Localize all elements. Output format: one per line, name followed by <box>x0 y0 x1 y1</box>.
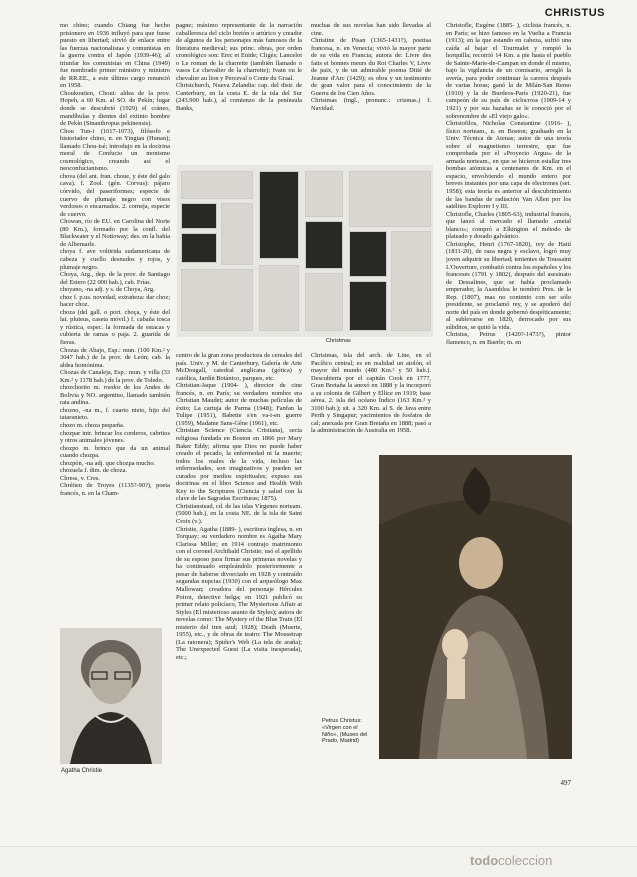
petrus-christus-painting-image <box>379 455 572 759</box>
column-2-top-paragraph: pagne; máximo representante de la narración caballeresca del ciclo bretón o artúrico y creador de algunos de los personajes más famosos de la literatura medieval; sus princ. obras, por orden cronológico son: Erec et Enide; Cligès; Lancelot o Le roman de la charrette (también llamado o vasos Le chevalier de la charrette); Ivain ou le chevalier au lion y Perceval o Conte du Graal. Christchurch, Nueva Zelandia: cap. del distr. de Canterbury, en la costa E. de la isla del Sur (243.900 hab.), al comienzo de la península Banks, <box>176 22 302 113</box>
mosaic-tile <box>349 171 431 227</box>
mosaic-tile <box>305 221 343 269</box>
mosaic-tile <box>305 273 343 331</box>
mosaic-tile <box>349 231 387 277</box>
agatha-christie-portrait-image <box>60 628 162 764</box>
column-1-paragraph: mo chino; cuando Chiang fue hecho prisionero en 1936 influyó para que fuese puesto en libertad; sirvió de enlace entre las fuerzas nacionalistas y comunistas en la guerra contra el Japón (1939-46); al triunfar los comunistas en China (1949) fue nombrado primer ministro y ministro de RR.EE., a este último cargo renunció en 1958. Choukoutien, Choui: aldea de la prov. Hopeh, a 60 Km. al SO. de Pekín; lugar donde se descubrió (1929) el cráneo, mandíbulas y dientes del extinto hombre de Pekín (Sinanthropus pekinensis). Chou Tun-i (1017-1073), filósofo e historiador chino, n. en Yingtau (Hunan); llamado Chou-tsé; introdujo en la doctrina moral de Confucio un monismo cosmológico, creando así el neoconfucianismo. chova (del ant. fran. choue, y éste del galo cava). f. Zool. (gén. Corvus): pájaro córvido, del paseriformes; especie de cuervo de plumaje negro con visos verdosos o encarnados. 2. corneja, especie de cuervo. Chowan, río de EU. en Carolina del Norte (80 Km.), formado por la confl. del Blackwater y el Nottoway; des. en la bahía de Albemarle. choya f. ave voltirida sudamericana de cabeza y cuello desnudos y rojos, y plumaje negro. Choya, Arg., dep. de la prov. de Santiago del Estero (22 000 hab.), cab. Frías. choyano, -na adj. y s. de Choya, Arg. choz f. p.us. novedad, extrañeza: dar choz; hacer choz. choza (del gall. o port. choça, y éste del lat. pluteus, caseta móvil.) f. cabaña tosca y rústica, espec. la formada de estacas y cubierta de ramas o paja. 2. guarida de fieras. Chozas de Abajo, Esp.: mun. (100 Km.² y 3047 hab.) de la prov. de León; cab. la aldea homónima. Chozas de Canaleja, Esp.: mun. y villa (33 Km.² y 1178 hab.) de la prov. de Toledo. chozchorito m. roedor de los Andes de Bolivia y NO. argentino, llamado también rata andina. chozno, -na m., f. cuarto nieto, hijo del tataranieto. chozo m. choza pequeña. chozpar intr. brincar los corderos, cabritos y otros animales jóvenes. chozpo m. brinco que da un animal cuando chozpa. chozpón, -na adj. que chozpa mucho. chozuela f. dim. de choza. Chress, v. Cres. Chrétien de Troyes (1135?-90?), poeta francés, n. en la Cham- <box>60 22 170 497</box>
watermark-rest: coleccion <box>498 853 553 868</box>
column-4-paragraph: Christofle, Eugène (1885- ), ciclista francés, n. en París; se hizo famoso en la Vuelta a Francia (1913); en la que estando en cabeza, sufrió una caída al bajar el Tourmalet y rompió la horquilla; recorrió 14 Km. a pie hasta el pueblo de Sainte-Marie-de-Campan en donde él mismo, bajo la vigilancia de un comisario, arregló la avería, para poder continuar la carrera después de varias horas; ganó la de Milán-San Remo (1910) y la de Burdeos-París (1920-21), fue campeón de su país de ciclocross (1909-14 y 1921) y por sus hazañas se le conoció por el sobrenombre de «El viejo galo». Christofilos, Nicholas Constantine (1916- ), físico norteam., n. en Boston; graduado en la Univ. Técnica de Atenas; autor de una teoría sobre el magnetismo terrestre, que fue comprobada por el «Proyecto Argus» de la armada norteam., en que se hicieron estallar tres bombas atómicas a centenares de Km. en el espacio, envolviendo el mundo entero por breves instantes por una capa de electrones (set. 1958); esta teoría es anterior al descubrimiento de las bandas de radiación Van Allen por los satélites Explorer I y III. Christofle, Charles (1805-63), industrial francés, que lanzó al mercado el llamado «metal blanco»; compró a Elkington el método de plateado y dorado galvánico. Christophe, Henri (1767-1820), rey de Haití (1811-20), de raza negra y esclavo, logró muy joven adquirir su libertad; tenientes de Toussaint L'Ouverture, combatió contra los españoles y los franceses (1791 y 1802), después del asesinato de Dessalines, que se había proclamado emperador, la Asamblea lo nombró Pres. de la Rep. (1807), mas no contento con ser sólo presidente, se proclamó rey, y se apoderó del norte del país en donde gobernó despóticamente; al sublevarse en 1820, derrocado por sus súbditos, se quitó la vida. Christus, Petrus (1420?-1473?), pintor flamenco, n. en Baerle; m. en <box>446 22 571 346</box>
column-2-top-text <box>176 22 302 164</box>
portrait-illustration <box>60 628 162 764</box>
mosaic-tile <box>349 281 387 331</box>
watermark-logo <box>470 853 552 868</box>
mosaic-tile <box>181 171 253 199</box>
column-3-top-paragraph: muchas de sus novelas han sido llevadas al cine. Christine de Pisan (1365-1431?), poetisa francesa, n. en Venecia; vivió la mayor parte de su vida en Francia; autora de: Livre des faits et bonnes meurs du Roi Charles V, Livre de paix, y de un admirable poema Ditié de Jeanne d'Arc (1429); es obra y un testimonio de gran valor para el conocimiento de la Guerra de los Cien Años. Christmas (ingl., pronunc.: crismas.) f. Navidad. <box>311 22 431 113</box>
mosaic-tile <box>181 269 253 331</box>
mosaic-tile <box>391 231 431 331</box>
column-2-bottom-paragraph: centro de la gran zona productora de cereales del país. Univ. y M. de Canterbury, Galería de Arte McDougall, catedral anglicana (gótica) y católica, Jardín Botánico, parques, etc. Christian-Jaque (1904- ), director de cine francés, n. en París; su verdadero nombre era Christian Maudet; autor de muchas películas de éxito; La cartuja de Parma (1948); Fanfan la Tulipe (1951), Babette s'en va-t-en guerre (1959), Madame Sans-Gêne (1961), etc. Christian Science (Ciencia Cristiana), secta religiosa fundada en Boston en 1866 por Mary Baker Eddy; afirma que Dios no puede haber creado el pecado, la enfermedad ni la muerte; todos los males de la vida, incluso las enfermedades, son imaginativos y pueden ser curados por medios espirituales; expuso sus doctrinas en el libro Science and Health With Key to the Scriptures (Ciencia y salud con la clave de las Sagradas Escrituras; 1875). Christianstead, cd. de las islas Vírgenes norteam. (5000 hab.), en la costa NE. de la isla de Saint Croix (v.). Christie, Agatha (1889- ), escritora inglesa, n. en Torquay; su verdadero nombre es Agatha Mary Clarissa Miller; en 1914 contrajo matrimonio con el coronel Archibald Christie; usó el apellido de su esposo para firmar sus primeras novelas y ha continuado empleándolo posteriormente a pesar de haberse divorciado en 1928 y contraído segundas nupcias (1930) con el arqueólogo Max Mallowan; creadora del personaje Hércules Poirot, detective belga; en 1921 publicó su primer relato policíaco, The Mysterious Affair at Styles (El misterioso asunto de Styles); autora de novelas como: The Mystery of the Blue Train (El misterio del tren azul; 1928); Death (Muerte, 1955), etc., y de obras de teatro: The Mousetrap (La ratonera); Spider's Web (La tela de araña); The Unexpected Guest (La visita inesperada), etc.; <box>176 352 302 661</box>
running-head: CHRISTUS <box>544 7 605 19</box>
page-number: 497 <box>560 779 571 787</box>
mosaic-tile <box>259 171 299 259</box>
mosaic-tile <box>181 203 217 229</box>
mosaic-tile <box>305 171 343 217</box>
painting-caption: Petrus Christus: «Virgen con el Niño», (Museo del Prado, Madrid) <box>322 718 368 745</box>
mosaic-tile <box>259 265 299 331</box>
mosaic-caption: Christmas <box>326 338 351 344</box>
column-1-text <box>60 22 170 626</box>
madonna-illustration <box>379 455 572 759</box>
column-2-bottom-text <box>176 352 302 808</box>
portrait-caption: Agatha Christie <box>61 768 103 774</box>
column-3-top-text <box>311 22 431 164</box>
mosaic-tile <box>221 203 253 265</box>
column-3-bottom-paragraph: Christmas, isla del arch. de Line, en el Pacífico central; es en realidad un atolón, el mayor del mundo (480 Km.² y 50 hab.). Descubierta por el capitán Cook en 1777, Gran Bretaña la anexó en 1888 y la incorporó a su colonia de Gilbert y Ellice en 1919; base aérea. 2. isla del océano Índico (163 Km.² y 3100 hab.); sit. a 320 Km. al S. de Java entre Perth y Singapur; yacimientos de fosfatos de cal; anexada por Gran Bretaña en 1888; pasó a la administración de Australia en 1958. <box>311 352 431 435</box>
christmas-card-mosaic-image <box>177 165 433 337</box>
column-4-text <box>446 22 571 448</box>
watermark-bold: todo <box>470 853 499 868</box>
mosaic-tile <box>181 233 217 263</box>
